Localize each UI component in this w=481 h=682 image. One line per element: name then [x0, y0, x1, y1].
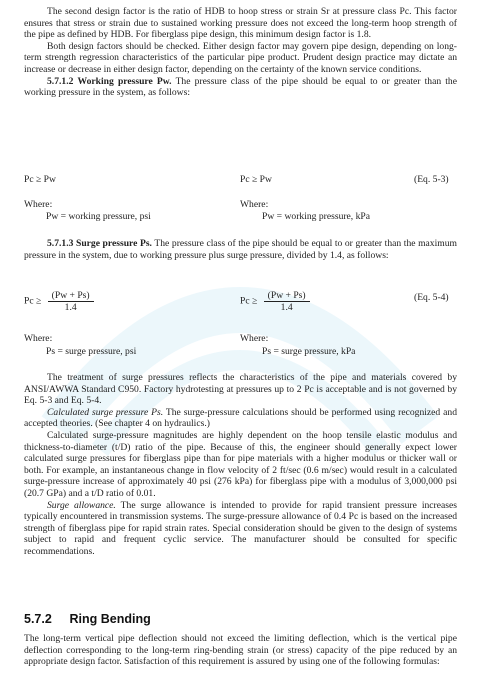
eq-5-3-left: Pc ≥ Pw [24, 174, 56, 185]
def-ps-kpa: Ps = surge pressure, kPa [262, 346, 356, 357]
section-title: Ring Bending [69, 612, 151, 626]
where-label: Where: [24, 333, 53, 344]
fraction [48, 290, 94, 313]
fraction-denominator: 1.4 [64, 302, 77, 313]
def-pw-kpa: Pw = working pressure, kPa [262, 211, 370, 222]
fraction-numerator: (Pw + Ps) [264, 290, 310, 302]
subsection-text: The pressure class of the pipe should be equal to or greater than the working pressure in the system, as follows: [24, 75, 457, 99]
paragraph-lead: Calculated surge pressure Ps. [47, 406, 164, 418]
body-text-middle [24, 372, 457, 558]
body-text-bottom [24, 633, 457, 668]
section-heading [24, 612, 151, 626]
where-label: Where: [240, 199, 269, 210]
eq-5-4-label: (Eq. 5-4) [414, 292, 449, 303]
subsection-number: 5.7.1.3 [47, 238, 74, 249]
subsection-title: Working pressure Pw. [77, 75, 172, 87]
eq-lhs: Pc ≥ [240, 295, 258, 307]
fraction-denominator: 1.4 [280, 302, 293, 313]
paragraph [24, 500, 457, 558]
subsection-5712 [24, 76, 457, 99]
body-text-top [24, 6, 457, 99]
paragraph-lead: Surge allowance. [47, 499, 116, 511]
where-label: Where: [240, 333, 269, 344]
paragraph: The long-term vertical pipe deflection should not exceed the limiting deflection, which is the vertical pipe deflection corresponding to the long-term ring-bending strain (or stress) capacity of the pipe reduced by an appropriate design factor. Satisfaction of this requirement is assured by using one of the following formulas: [24, 633, 457, 668]
paragraph-text: The surge allowance is intended to provide for rapid transient pressure increases typically encountered in transmission systems. The surge-pressure allowance of 0.4 Pc is based on the increased strength of fiberglass pipe for rapid strain rates. Special consideration should be given to the design of systems subject to rapid and frequent cyclic service. The manufacturer should be consulted for specific recommendations. [24, 499, 457, 557]
paragraph-text: The surge-pressure calculations should be performed using recognized and accepted theories. (See chapter 4 on hydraulics.) [24, 406, 457, 430]
paragraph: The second design factor is the ratio of HDB to hoop stress or strain Sr at pressure class Pc. This factor ensures that stress or strain due to sustained working pressure does not exceed the long-term hoop strength of the pipe as defined by HDB. For fiberglass pipe design, this minimum design factor is 1.8. [24, 6, 457, 41]
subsection-title: Surge pressure Ps. [75, 238, 152, 249]
paragraph: The treatment of surge pressures reflects the characteristics of the pipe and materials covered by ANSI/AWWA Standard C950. Factory hydrotesting at pressures up to 2 Pc is acceptable and is not governed by Eq. 5-3 and Eq. 5-4. [24, 372, 457, 407]
fraction-numerator: (Pw + Ps) [48, 290, 94, 302]
eq-5-3-label: (Eq. 5-3) [414, 174, 449, 185]
eq-5-4-left [24, 290, 94, 313]
subsection-text: The pressure class of the pipe should be equal to or greater than the maximum pressure in the system, due to working pressure plus surge pressure, divided by 1.4, as follows: [24, 238, 457, 261]
def-pw-psi: Pw = working pressure, psi [46, 211, 151, 222]
eq-lhs: Pc ≥ [24, 295, 42, 307]
paragraph: Calculated surge-pressure magnitudes are highly dependent on the hoop tensile elastic modulus and thickness-to-diameter (t/D) ratio of the pipe. Because of this, the engineer should generally expect lower calculated surge pressures for fiberglass pipe than for pipe materials with a higher modulus or thicker wall or both. For example, an instantaneous change in flow velocity of 2 ft/sec (0.6 m/sec) would result in a calculated surge-pressure increase of approximately 40 psi (276 kPa) for fiberglass pipe with a modulus of 3,000,000 psi (20.7 GPa) and a t/D ratio of 0.01. [24, 429, 457, 499]
paragraph [24, 407, 457, 430]
subsection-number: 5.7.1.2 [47, 75, 74, 87]
where-label: Where: [24, 199, 53, 210]
eq-5-3-right: Pc ≥ Pw [240, 174, 272, 185]
subsection-5713 [24, 238, 457, 261]
fraction [264, 290, 310, 313]
eq-5-4-right [240, 290, 310, 313]
paragraph: Both design factors should be checked. Either design factor may govern pipe design, depending on long-term strength regression characteristics of the particular pipe product. Prudent design practice may dictate an increase or decrease in either design factor, depending on the certainty of the known service conditions. [24, 40, 457, 75]
section-number: 5.7.2 [24, 612, 52, 626]
def-ps-psi: Ps = surge pressure, psi [46, 346, 137, 357]
